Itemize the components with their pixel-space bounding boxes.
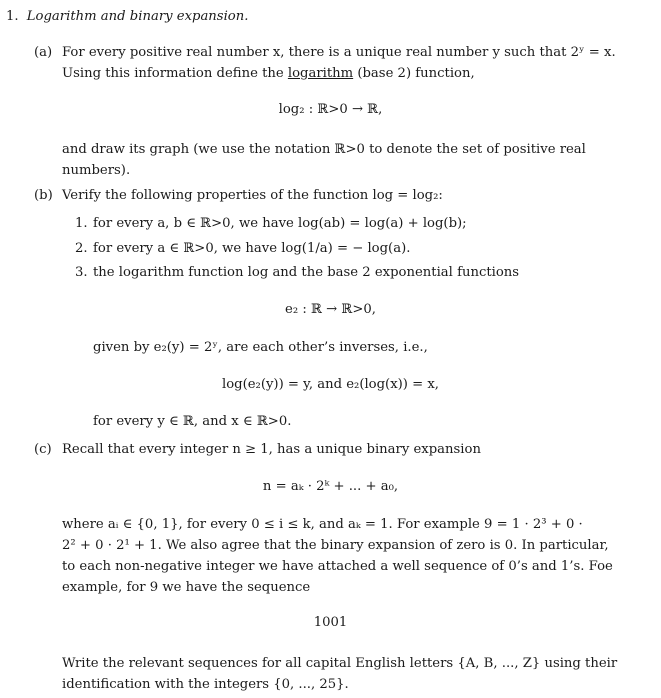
part-c-display1: n = aₖ · 2ᵏ + ... + a₀, xyxy=(262,479,399,494)
part-b-given: given by e₂(y) = 2ʸ, are each other’s inverses, i.e., xyxy=(93,340,428,355)
part-c-label: (c) xyxy=(34,442,52,457)
part-c-line4: example, for 9 we have the sequence xyxy=(62,580,311,595)
part-c-line1: where aᵢ ∈ {0, 1}, for every 0 ≤ i ≤ k, and aₖ = 1. For example 9 = 1 · 2³ + 0 · xyxy=(62,517,583,532)
part-b-intro: Verify the following properties of the function log = log₂: xyxy=(62,188,443,203)
part-c-line5: Write the relevant sequences for all capital English letters {A, B, ..., Z} using their xyxy=(62,656,618,671)
part-c-line2: 2² + 0 · 2¹ + 1. We also agree that the binary expansion of zero is 0. In particular, xyxy=(62,538,609,553)
list-item-number: 3. xyxy=(75,265,88,280)
part-a-line3: and draw its graph (we use the notation ℝ>0 to denote the set of positive real xyxy=(62,142,586,157)
list-item-number: 2. xyxy=(75,241,88,256)
part-a-line2-post: (base 2) function, xyxy=(353,66,475,81)
part-a-line2-pre: Using this information define the xyxy=(62,66,288,81)
problem-heading xyxy=(6,6,248,27)
part-c-display2: 1001 xyxy=(313,615,348,630)
part-a-line2 xyxy=(62,63,475,84)
list-item-number: 1. xyxy=(75,216,88,231)
problem-number: 1. xyxy=(6,9,19,24)
part-c-line6: identification with the integers {0, ..., 25}. xyxy=(62,677,349,692)
part-a-label: (a) xyxy=(34,45,53,60)
list-item: for every a ∈ ℝ>0, we have log(1/a) = − log(a). xyxy=(93,241,411,256)
list-item: for every a, b ∈ ℝ>0, we have log(ab) = log(a) + log(b); xyxy=(93,216,467,231)
part-b-forevery: for every y ∈ ℝ, and x ∈ ℝ>0. xyxy=(93,414,292,429)
part-c-intro: Recall that every integer n ≥ 1, has a unique binary expansion xyxy=(62,442,481,457)
part-a-line4: numbers). xyxy=(62,163,131,178)
part-b-display2: log(e₂(y)) = y, and e₂(log(x)) = x, xyxy=(222,377,439,392)
part-a-line1: For every positive real number x, there is a unique real number y such that 2ʸ = x. xyxy=(62,45,616,60)
part-b-label: (b) xyxy=(34,188,53,203)
logarithm-term: logarithm xyxy=(287,66,354,81)
list-item: the logarithm function log and the base 2 exponential functions xyxy=(93,265,520,280)
part-c-line3: to each non-negative integer we have attached a well sequence of 0’s and 1’s. Foe xyxy=(62,559,613,574)
part-a-display: log₂ : ℝ>0 → ℝ, xyxy=(278,102,383,117)
part-b-display1: e₂ : ℝ → ℝ>0, xyxy=(285,302,376,317)
problem-title: Logarithm and binary expansion. xyxy=(26,9,249,24)
